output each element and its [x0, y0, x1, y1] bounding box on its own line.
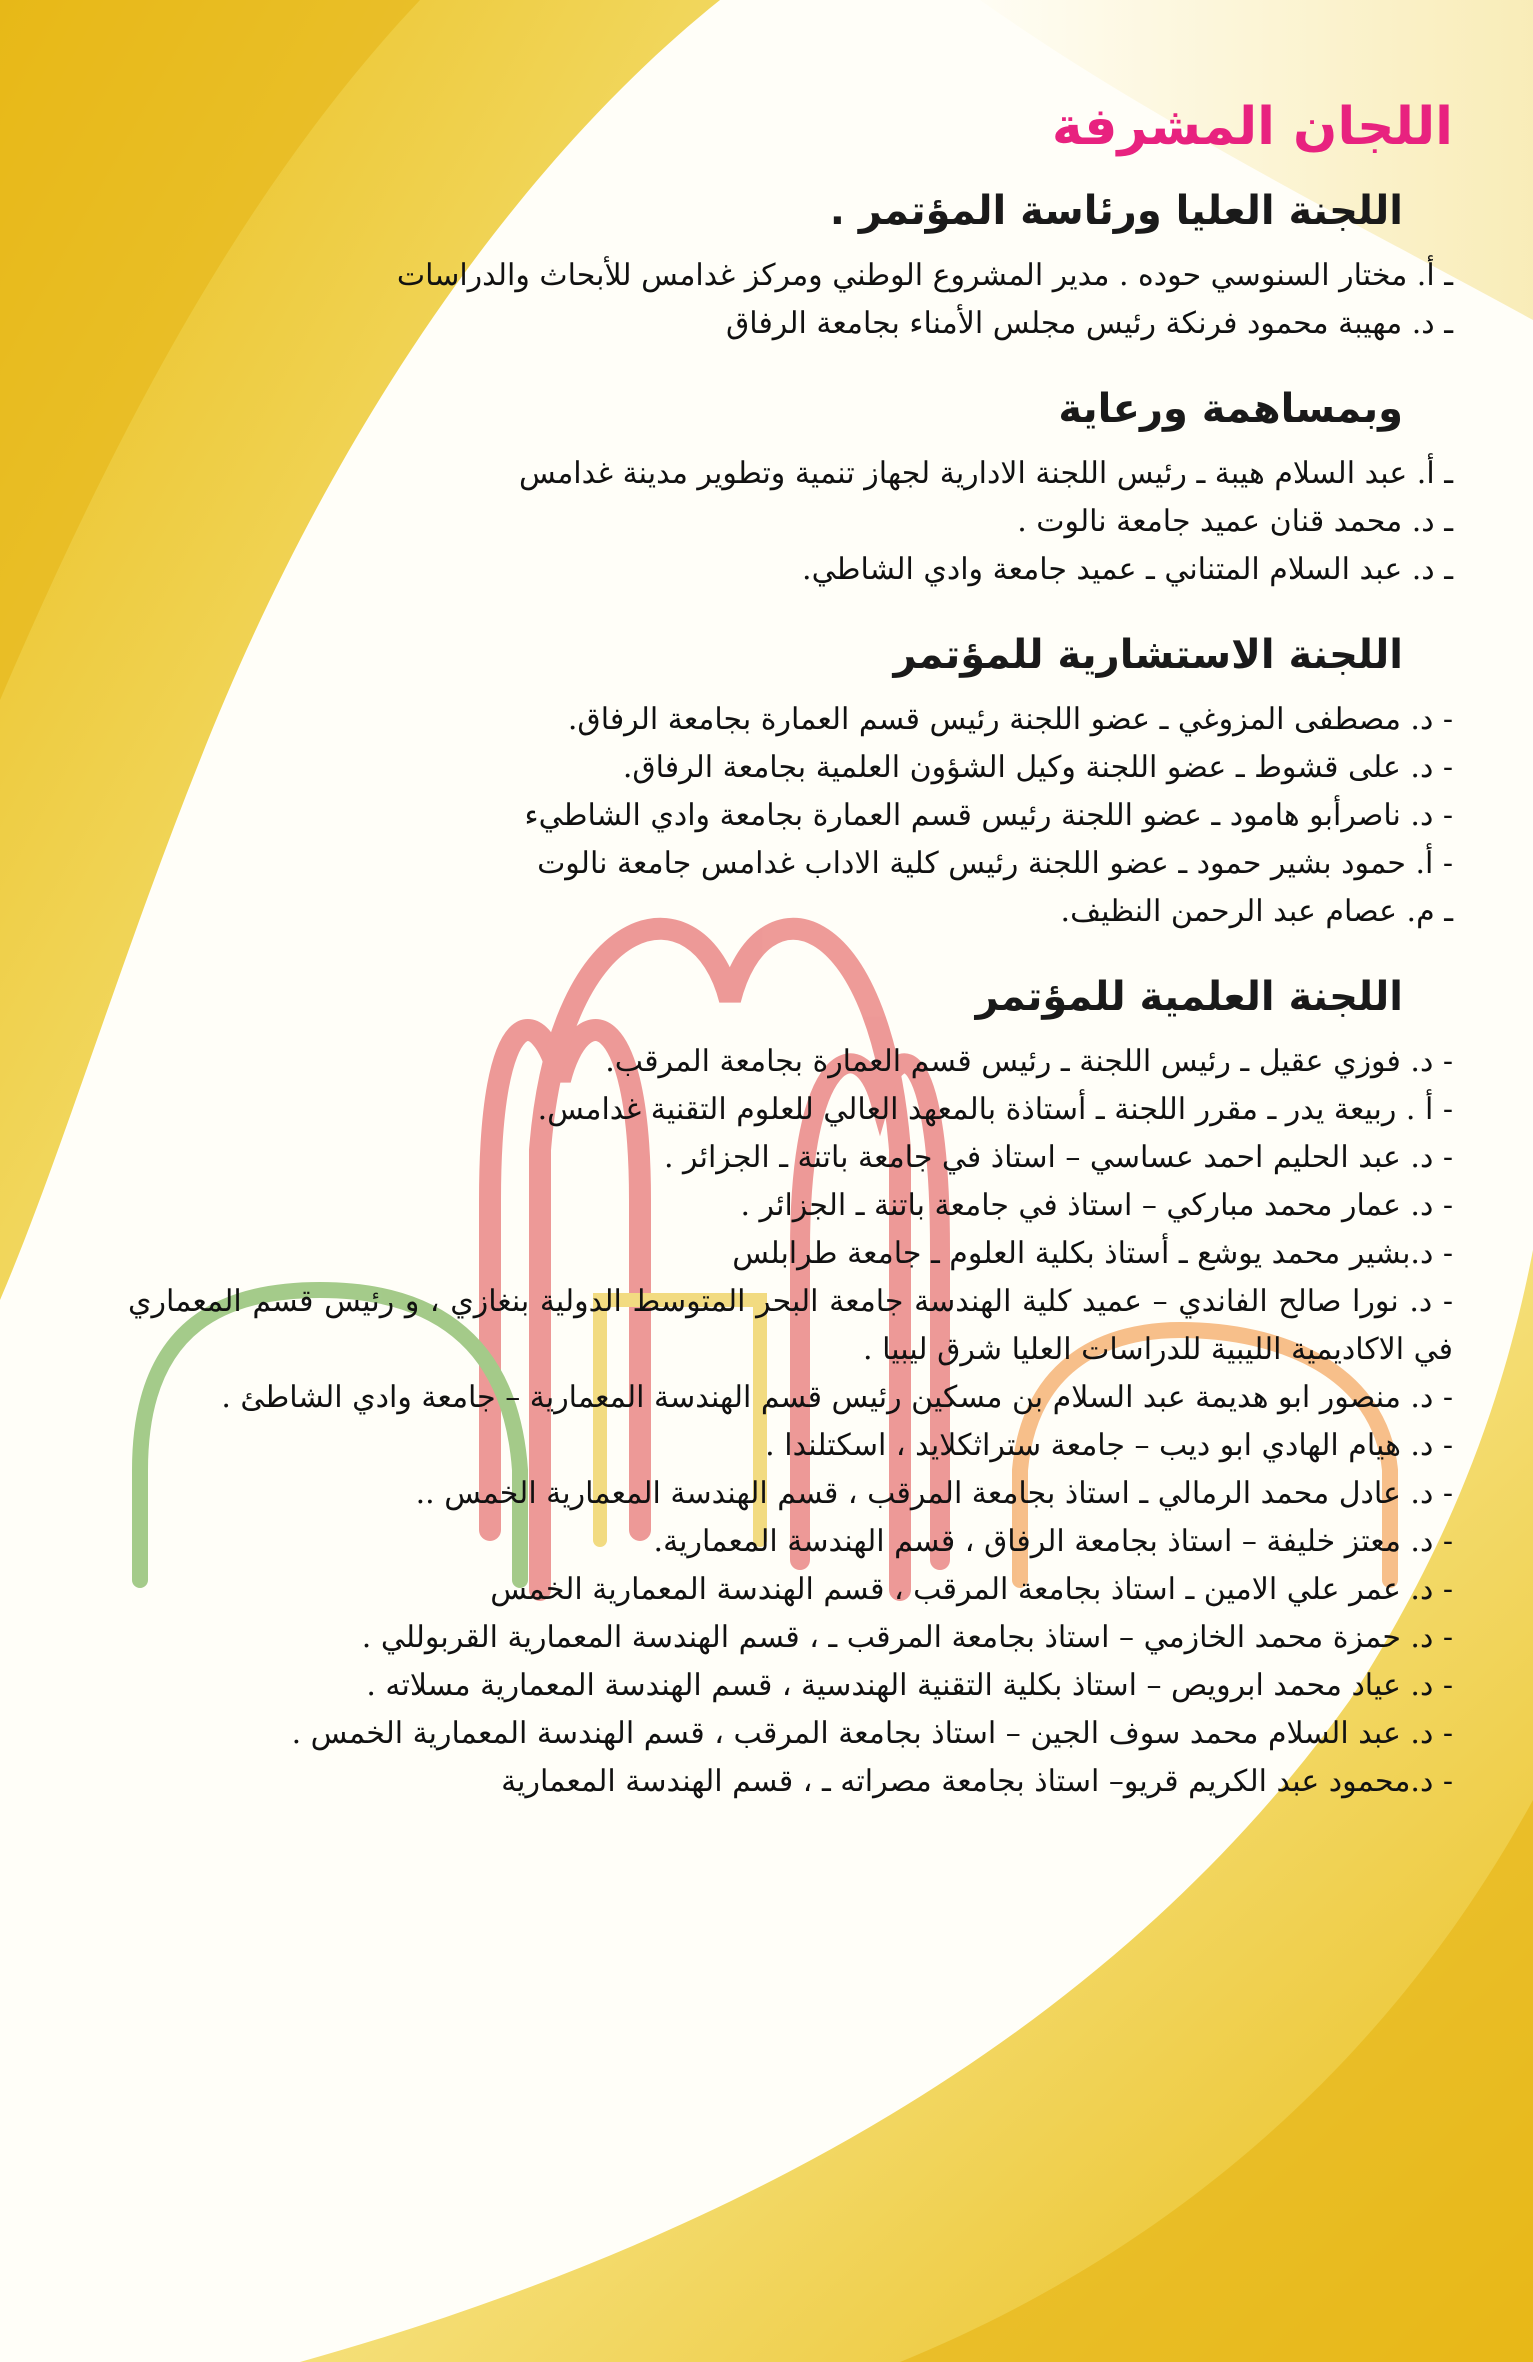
- document-content: [128, 88, 1453, 1836]
- list-item: - د. عمر علي الامين ـ استاذ بجامعة المرقب ، قسم الهندسة المعمارية الخمس: [490, 1572, 1453, 1607]
- list-item: - د. حمزة محمد الخازمي – استاذ بجامعة المرقب ـ ، قسم الهندسة المعمارية القربوللي .: [361, 1620, 1453, 1655]
- list-item: - د. ناصرأبو هامود ـ عضو اللجنة رئيس قسم العمارة بجامعة وادي الشاطيء: [524, 798, 1453, 833]
- list-item: - أ. حمود بشير حمود ـ عضو اللجنة رئيس كلية الاداب غدامس جامعة نالوت: [537, 846, 1453, 881]
- list-item: ـ د. محمد قنان عميد جامعة نالوت .: [1017, 504, 1453, 539]
- section-advisory-committee: [128, 624, 1453, 936]
- list-item: ـ أ. مختار السنوسي حوده . مدير المشروع الوطني ومركز غدامس للأبحاث والدراسات: [396, 258, 1453, 293]
- section-title: اللجنة العليا ورئاسة المؤتمر .: [829, 188, 1403, 234]
- section-title: اللجنة العلمية للمؤتمر: [975, 974, 1403, 1020]
- section-higher-committee: [128, 180, 1453, 348]
- member-list: [128, 450, 1453, 594]
- list-item: - د. عبد السلام محمد سوف الجين – استاذ بجامعة المرقب ، قسم الهندسة المعمارية الخمس .: [291, 1716, 1453, 1751]
- section-title: اللجنة الاستشارية للمؤتمر: [893, 632, 1403, 678]
- list-item: - د.بشير محمد يوشع ـ أستاذ بكلية العلوم ـ جامعة طرابلس: [732, 1236, 1453, 1271]
- list-item: - د. فوزي عقيل ـ رئيس اللجنة ـ رئيس قسم العمارة بجامعة المرقب.: [605, 1044, 1453, 1079]
- list-item: - د. على قشوط ـ عضو اللجنة وكيل الشؤون العلمية بجامعة الرفاق.: [622, 750, 1453, 785]
- section-scientific-committee: [128, 966, 1453, 1806]
- list-item: - د.محمود عبد الكريم قريو– استاذ بجامعة مصراته ـ ، قسم الهندسة المعمارية: [501, 1764, 1453, 1799]
- member-list: [128, 1038, 1453, 1806]
- list-item: ـ د. مهيبة محمود فرنكة رئيس مجلس الأمناء بجامعة الرفاق: [726, 306, 1453, 341]
- list-item: - د. عمار محمد مباركي – استاذ في جامعة باتنة ـ الجزائر .: [740, 1188, 1453, 1223]
- list-item: - د. عياد محمد ابرويص – استاذ بكلية التقنية الهندسية ، قسم الهندسة المعمارية مسلاته .: [366, 1668, 1453, 1703]
- member-list: [128, 252, 1453, 348]
- section-sponsorship: [128, 378, 1453, 594]
- list-item: - د. مصطفى المزوغي ـ عضو اللجنة رئيس قسم العمارة بجامعة الرفاق.: [567, 702, 1453, 737]
- list-item: - د. عادل محمد الرمالي ـ استاذ بجامعة المرقب ، قسم الهندسة المعمارية الخمس ..: [415, 1476, 1453, 1511]
- page-title: اللجان المشرفة: [1051, 97, 1453, 157]
- list-item: ـ د. عبد السلام المتناني ـ عميد جامعة وادي الشاطي.: [802, 552, 1453, 587]
- list-item: - د. عبد الحليم احمد عساسي – استاذ في جامعة باتنة ـ الجزائر .: [663, 1140, 1453, 1175]
- list-item: - د. نورا صالح الفاندي – عميد كلية الهندسة جامعة البحر المتوسط الدولية بنغازي ، و رئيس قسم المعماري في الاكاديمية الليبية للدراسات العليا شرق ليبيا .: [128, 1284, 1453, 1367]
- list-item: ـ أ. عبد السلام هيبة ـ رئيس اللجنة الادارية لجهاز تنمية وتطوير مدينة غدامس: [518, 456, 1453, 491]
- list-item: - د. هيام الهادي ابو ديب – جامعة ستراثكلايد ، اسكتلندا .: [765, 1428, 1453, 1463]
- member-list: [128, 696, 1453, 936]
- section-title: وبمساهمة ورعاية: [1058, 386, 1403, 432]
- list-item: - د. معتز خليفة – استاذ بجامعة الرفاق ، قسم الهندسة المعمارية.: [653, 1524, 1453, 1559]
- list-item: - د. منصور ابو هديمة عبد السلام بن مسكين رئيس قسم الهندسة المعمارية – جامعة وادي الشاطئ .: [221, 1380, 1453, 1415]
- list-item: ـ م. عصام عبد الرحمن النظيف.: [1060, 894, 1453, 929]
- list-item: - أ . ربيعة يدر ـ مقرر اللجنة ـ أستاذة بالمعهد العالي للعلوم التقنية غدامس.: [537, 1092, 1453, 1127]
